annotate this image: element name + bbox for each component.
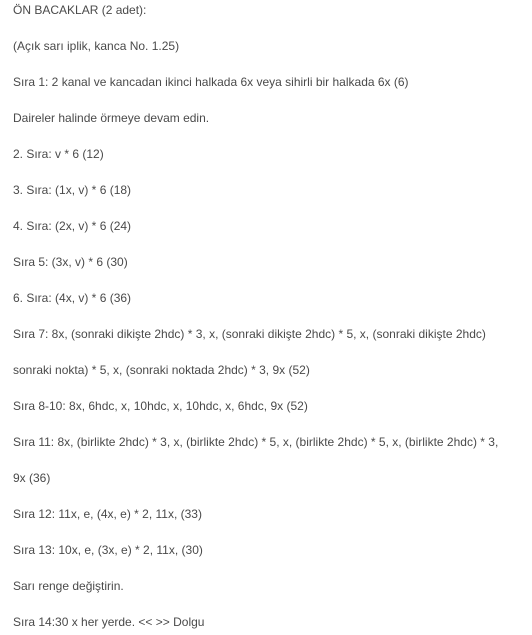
row-12-instruction: Sıra 12: 11x, e, (4x, e) * 2, 11x, (33) bbox=[13, 507, 202, 521]
row-3-instruction: 3. Sıra: (1x, v) * 6 (18) bbox=[13, 183, 132, 197]
row-7-continuation: sonraki nokta) * 5, x, (sonraki noktada 2hdc) * 3, 9x (52) bbox=[13, 363, 310, 377]
row-14-instruction: Sıra 14:30 x her yerde. << >> Dolgu bbox=[13, 615, 205, 629]
row-8-10-instruction: Sıra 8-10: 8x, 6hdc, x, 10hdc, x, 10hdc, x, 6hdc, 9x (52) bbox=[13, 399, 308, 413]
row-11-continuation: 9x (36) bbox=[13, 471, 51, 485]
row-5-instruction: Sıra 5: (3x, v) * 6 (30) bbox=[13, 255, 128, 269]
section-heading: ÖN BACAKLAR (2 adet): bbox=[13, 3, 147, 17]
row-7-instruction: Sıra 7: 8x, (sonraki dikişte 2hdc) * 3, x, (sonraki dikişte 2hdc) * 5, x, (sonraki dikişte 2hdc) bbox=[13, 327, 486, 341]
row-6-instruction: 6. Sıra: (4x, v) * 6 (36) bbox=[13, 291, 132, 305]
color-change-note: Sarı renge değiştirin. bbox=[13, 579, 124, 593]
round-instruction: Daireler halinde örmeye devam edin. bbox=[13, 111, 210, 125]
yarn-hook-note: (Açık sarı iplik, kanca No. 1.25) bbox=[13, 39, 180, 53]
row-2-instruction: 2. Sıra: v * 6 (12) bbox=[13, 147, 104, 161]
row-1-instruction: Sıra 1: 2 kanal ve kancadan ikinci halkada 6x veya sihirli bir halkada 6x (6) bbox=[13, 75, 409, 89]
row-11-instruction: Sıra 11: 8x, (birlikte 2hdc) * 3, x, (birlikte 2hdc) * 5, x, (birlikte 2hdc) * 5, x, (birlikte 2hdc) * 3, bbox=[13, 435, 499, 449]
row-4-instruction: 4. Sıra: (2x, v) * 6 (24) bbox=[13, 219, 132, 233]
row-13-instruction: Sıra 13: 10x, e, (3x, e) * 2, 11x, (30) bbox=[13, 543, 203, 557]
